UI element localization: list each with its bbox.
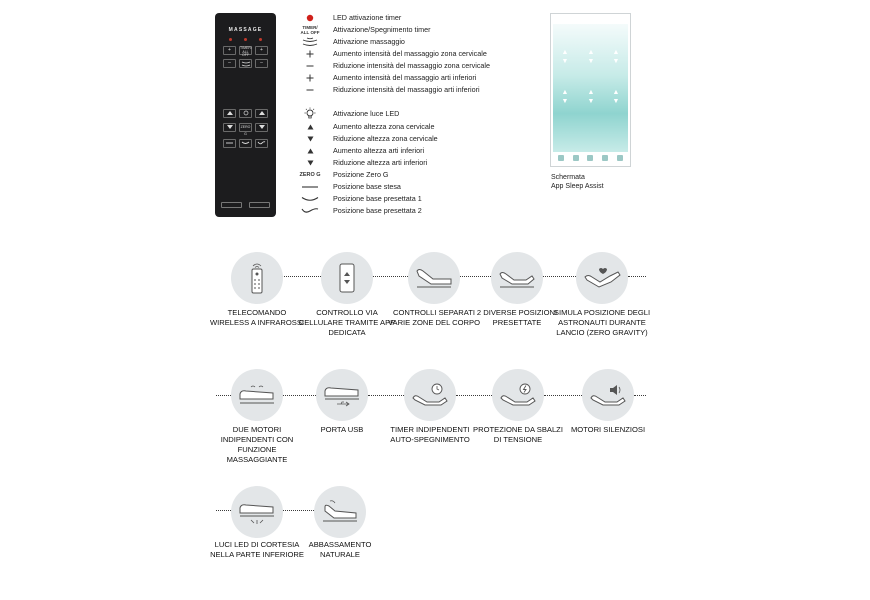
zero-g-icon xyxy=(297,172,323,178)
legend-item xyxy=(297,193,422,205)
app-screenshot xyxy=(550,13,631,167)
plus-icon xyxy=(297,74,323,82)
connector-line xyxy=(368,395,404,396)
legend-text: Posizione Zero G xyxy=(333,170,389,179)
remote-timer-button: TIMER/ ALL OFF xyxy=(240,46,252,57)
usb-port-icon xyxy=(316,369,368,421)
remote-brand: MASSAGE xyxy=(228,27,263,33)
legend-text: Riduzione intensità del massaggio zona cervicale xyxy=(333,61,491,70)
legend-text: Attivazione/Spegnimento timer xyxy=(333,25,431,34)
remote-flat-button xyxy=(223,139,236,148)
feature-label: MOTORI SILENZIOSI xyxy=(570,425,646,434)
remote-minus-left-button: – xyxy=(223,59,236,68)
connector-line xyxy=(634,395,646,396)
remote-control-icon xyxy=(231,252,283,304)
light-bulb-icon xyxy=(242,110,250,117)
flat-line-icon xyxy=(297,184,323,190)
feature-label: PORTA USB xyxy=(320,425,364,434)
remote-logos xyxy=(221,202,270,210)
led-indicator-icon xyxy=(229,38,232,41)
minus-icon xyxy=(297,62,323,70)
flat-line-icon xyxy=(225,140,234,146)
remote-up-right-button xyxy=(255,109,268,118)
triangle-down-icon xyxy=(297,160,323,166)
led-indicator-icon xyxy=(244,38,247,41)
legend-text: Riduzione intensità del massaggio arti inferiori xyxy=(333,85,480,94)
remote-minus-right-button: – xyxy=(255,59,268,68)
feature-label: PROTEZIONE DA SBALZI DI TENSIONE xyxy=(473,425,563,444)
app-control-column: ▲ ▼ ▲ ▼ xyxy=(587,49,595,105)
app-tab-bar xyxy=(554,155,627,163)
feature-label: TELECOMANDO WIRELESS A INFRAROSSI xyxy=(209,308,305,327)
legend-item xyxy=(297,205,422,217)
smartphone-icon xyxy=(321,252,373,304)
connector-line xyxy=(628,276,646,277)
connector-line xyxy=(216,510,231,511)
massage-wave-icon xyxy=(241,60,251,67)
legend-text: Aumento intensità del massaggio zona cervicale xyxy=(333,49,487,58)
legend-item xyxy=(297,133,438,145)
app-caption-line2: App Sleep Assist xyxy=(551,183,604,190)
legend-text: Posizione base presettata 1 xyxy=(333,194,422,203)
connector-line xyxy=(456,395,492,396)
remote-preset2-button xyxy=(255,139,268,148)
connector-line xyxy=(373,276,408,277)
triangle-up-icon xyxy=(226,110,234,116)
triangle-up-icon xyxy=(297,124,323,130)
bed-zones-icon xyxy=(408,252,460,304)
remote-down-right-button xyxy=(255,123,268,132)
remote-up-left-button xyxy=(223,109,236,118)
app-screen xyxy=(553,24,628,152)
legend-text: Attivazione massaggio xyxy=(333,37,405,46)
connector-line xyxy=(283,395,316,396)
remote-down-left-button xyxy=(223,123,236,132)
triangle-up-icon xyxy=(258,110,266,116)
feature-label: 2 DIVERSE POSIZIONI PRESETTATE xyxy=(476,308,558,327)
timer-all-off-label: TIMER/ ALL OFF xyxy=(300,25,320,35)
preset-curve-2-icon xyxy=(257,140,266,146)
feature-label: SIMULA POSIZIONE DEGLI ASTRONAUTI DURANTE LANCIO (ZERO GRAVITY) xyxy=(553,308,651,337)
legend-item xyxy=(297,145,425,157)
legend-item xyxy=(297,72,477,84)
app-caption-line1: Schermata xyxy=(551,174,585,181)
zero-g-label: ZERO G xyxy=(299,172,321,178)
legend-text: Riduzione altezza zona cervicale xyxy=(333,134,438,143)
legend-text: LED attivazione timer xyxy=(333,13,402,22)
legend-item xyxy=(297,84,480,96)
natural-lowering-icon xyxy=(314,486,366,538)
app-control-column: ▲ ▼ ▲ ▼ xyxy=(612,49,620,105)
red-dot-icon xyxy=(297,14,323,22)
timer-icon xyxy=(404,369,456,421)
preset-curve-1-icon xyxy=(241,140,250,146)
led-indicator-icon xyxy=(259,38,262,41)
triangle-down-icon xyxy=(226,124,234,130)
remote-control-image xyxy=(215,13,276,217)
connector-line xyxy=(283,510,314,511)
remote-zero-g-button: ZERO G xyxy=(240,125,251,136)
connector-line xyxy=(544,395,582,396)
feature-label: CONTROLLO VIA CELLULARE TRAMITE APP DEDICATA xyxy=(298,308,396,337)
legend-item xyxy=(297,169,389,181)
legend-item xyxy=(297,12,402,24)
legend-item xyxy=(297,108,400,120)
legend-item xyxy=(297,24,431,36)
preset-curve-2-icon xyxy=(297,207,323,215)
feature-label: ABBASSAMENTO NATURALE xyxy=(308,540,372,559)
legend-item xyxy=(297,121,435,133)
courtesy-light-icon xyxy=(231,486,283,538)
remote-plus-left-button: + xyxy=(223,46,236,55)
legend-item xyxy=(297,60,491,72)
remote-light-button xyxy=(239,109,252,118)
plus-icon xyxy=(297,50,323,58)
triangle-down-icon xyxy=(297,136,323,142)
light-bulb-icon xyxy=(297,107,323,121)
remote-massage-button xyxy=(239,59,252,68)
preset-curve-1-icon xyxy=(297,196,323,203)
legend-text: Posizione base stesa xyxy=(333,182,401,191)
app-caption xyxy=(551,173,604,191)
legend-text: Aumento altezza arti inferiori xyxy=(333,146,425,155)
remote-preset1-button xyxy=(239,139,252,148)
connector-line xyxy=(281,276,321,277)
feature-label: DUE MOTORI INDIPENDENTI CON FUNZIONE MASSAGGIANTE xyxy=(220,425,294,464)
silent-motor-icon xyxy=(582,369,634,421)
legend-item xyxy=(297,181,401,193)
feature-label: CONTROLLI SEPARATI VARIE ZONE DEL CORPO xyxy=(388,308,480,327)
legend-item xyxy=(297,157,428,169)
connector-line xyxy=(543,276,576,277)
legend-item xyxy=(297,48,487,60)
legend-item xyxy=(297,36,405,48)
massage-wave-icon xyxy=(297,37,323,47)
legend-text: Aumento intensità del massaggio arti inferiori xyxy=(333,73,477,82)
timer-all-off-icon xyxy=(297,25,323,35)
legend-text: Attivazione luce LED xyxy=(333,109,400,118)
legend-text: Posizione base presettata 2 xyxy=(333,206,422,215)
triangle-up-icon xyxy=(297,148,323,154)
bed-preset-icon xyxy=(491,252,543,304)
connector-line xyxy=(216,395,231,396)
feature-label: TIMER INDIPENDENTI AUTO-SPEGNIMENTO xyxy=(390,425,470,444)
triangle-down-icon xyxy=(258,124,266,130)
surge-protection-icon xyxy=(492,369,544,421)
connector-line xyxy=(460,276,491,277)
app-control-column: ▲ ▼ ▲ ▼ xyxy=(561,49,569,105)
remote-plus-right-button: + xyxy=(255,46,268,55)
massage-motors-icon xyxy=(231,369,283,421)
zero-gravity-icon xyxy=(576,252,628,304)
minus-icon xyxy=(297,86,323,94)
feature-label: LUCI LED DI CORTESIA NELLA PARTE INFERIORE xyxy=(210,540,304,559)
legend-text: Riduzione altezza arti inferiori xyxy=(333,158,428,167)
legend-text: Aumento altezza zona cervicale xyxy=(333,122,435,131)
